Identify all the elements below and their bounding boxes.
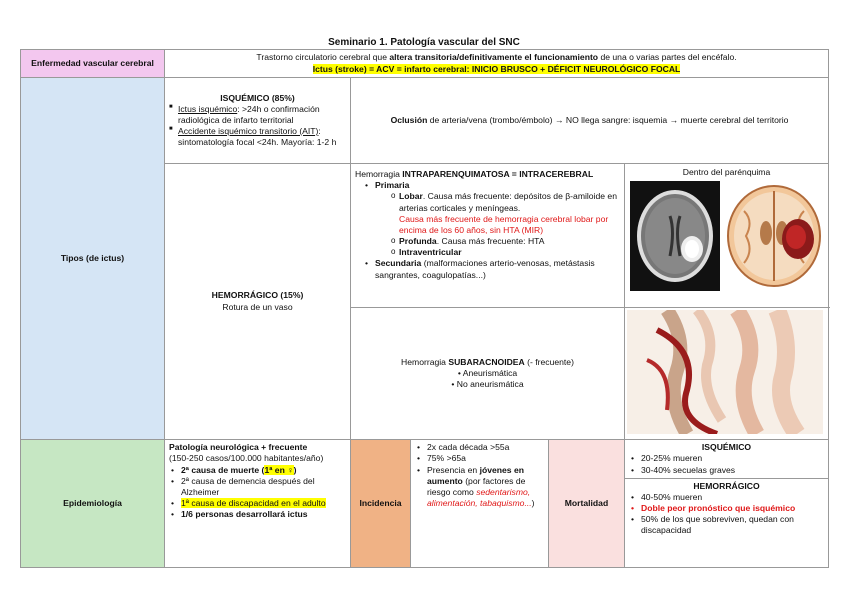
subaracnoidea-title: Hemorragia SUBARACNOIDEA (- frecuente): [401, 356, 574, 367]
list-item: ■ Accidente isquémico transitorio (AIT): sintomatología focal <24h. Mayoría: 1-2 h: [169, 126, 346, 148]
parenchyma-image-cell: [625, 164, 829, 308]
list-item: • 2x cada década >55a: [415, 442, 544, 453]
list-item: • 75% >65a: [415, 453, 544, 464]
list-item: • 30-40% secuelas graves: [629, 465, 824, 476]
mortalidad-cell: [625, 440, 829, 568]
list-item: • 50% de los que sobreviven, quedan con discapacidad: [629, 514, 824, 536]
list-item: o Profunda. Causa más frecuente: HTA: [391, 236, 620, 247]
tipos-label: Tipos (de ictus): [21, 78, 165, 440]
list-item: • Primaria o Lobar. Causa más frecuente: depósitos de β-amiloide en arterias corticales y meníngeas. Causa más frecuente de hemorragia cerebral lobar por encima de los 60 años, sin HTA (MIR) o Profunda. Causa más frecuente: HTA o Intraventricular: [363, 180, 620, 258]
list-item: • 40-50% mueren: [629, 492, 824, 503]
oclusion-cell: Oclusión de arteria/vena (trombo/émbolo) → NO llega sangre: isquemia → muerte cerebral del territorio: [351, 78, 829, 164]
mortalidad-isquemico: ISQUÉMICO • 20-25% mueren • 30-40% secuelas graves: [625, 440, 828, 479]
ct-scan-image: [630, 181, 720, 291]
isquemico-title: ISQUÉMICO (85%): [220, 92, 295, 103]
mortalidad-hemorragico: HEMORRÁGICO • 40-50% mueren • Doble peor pronóstico que isquémico • 50% de los que sobreviven, quedan con discapacidad: [625, 479, 828, 539]
ictus-definition: Ictus (stroke) = ACV = infarto cerebral: INICIO BRUSCO + DÉFICIT NEUROLÓGICO FOCAL: [312, 63, 681, 74]
list-item: • 2ª causa de demencia después del Alzheimer: [169, 476, 346, 498]
page-title: Seminario 1. Patología vascular del SNC: [328, 37, 520, 48]
summary-table: [20, 49, 829, 568]
list-item: • 1/6 personas desarrollará ictus: [169, 509, 346, 520]
subarachnoid-hemorrhage-image: [627, 310, 823, 434]
list-item: • Aneurismática: [457, 368, 518, 378]
subarachnoid-image-cell: [625, 308, 829, 440]
incidencia-cell: [411, 440, 549, 568]
mortalidad-label: Mortalidad: [549, 440, 625, 568]
intraparenquimatosa-cell: [351, 164, 625, 308]
isquemico-list: [169, 104, 346, 149]
list-item: • Doble peor pronóstico que isquémico: [629, 503, 824, 514]
epidemiologia-cell: [165, 440, 351, 568]
list-item: • 20-25% mueren: [629, 453, 824, 464]
list-item: • Presencia en jóvenes en aumento (por factores de riesgo como sedentarismo, alimentación, tabaquismo...): [415, 465, 544, 510]
definition-cell: [165, 50, 829, 78]
definition-label: Enfermedad vascular cerebral: [21, 50, 165, 78]
incidencia-label: Incidencia: [351, 440, 411, 568]
list-item: o Lobar. Causa más frecuente: depósitos de β-amiloide en arterias corticales y meníngeas. Causa más frecuente de hemorragia cerebral lobar por encima de los 60 años, sin HTA (MIR): [391, 191, 620, 236]
list-item: • 2ª causa de muerte (1ª en ♀): [169, 465, 346, 476]
epidemiologia-intro: Patología neurológica + frecuente (150-250 casos/100.000 habitantes/año): [169, 442, 324, 464]
epidemiologia-label: Epidemiología: [21, 440, 165, 568]
list-item: ■ Ictus isquémico: >24h o confirmación radiológica de infarto territorial: [169, 104, 346, 126]
subaracnoidea-cell: [351, 308, 625, 440]
list-item: o Intraventricular: [391, 247, 620, 258]
image-caption: Dentro del parénquima: [682, 167, 771, 177]
lobar-note: Causa más frecuente de hemorragia cerebral lobar por encima de los 60 años, sin HTA (MIR): [399, 213, 609, 235]
intraparenquimatosa-title: Hemorragia INTRAPARENQUIMATOSA = INTRACEREBRAL: [355, 169, 594, 179]
list-item: • No aneurismática: [451, 379, 524, 390]
isquemico-cell: [165, 78, 351, 164]
hemorragico-cell: [165, 164, 351, 440]
list-item: • Secundaria (malformaciones arterio-venosas, metástasis sangrantes, coagulopatías...): [363, 258, 620, 280]
hemorragico-subtitle: Rotura de un vaso: [222, 301, 293, 312]
hemorragico-title: HEMORRÁGICO (15%): [211, 290, 304, 301]
definition-text: Trastorno circulatorio cerebral que altera transitoria/definitivamente el funcionamiento de una o varias partes del encéfalo.: [256, 52, 737, 63]
brain-hemorrhage-diagram: [724, 181, 824, 291]
list-item: • 1ª causa de discapacidad en el adulto: [169, 498, 346, 509]
